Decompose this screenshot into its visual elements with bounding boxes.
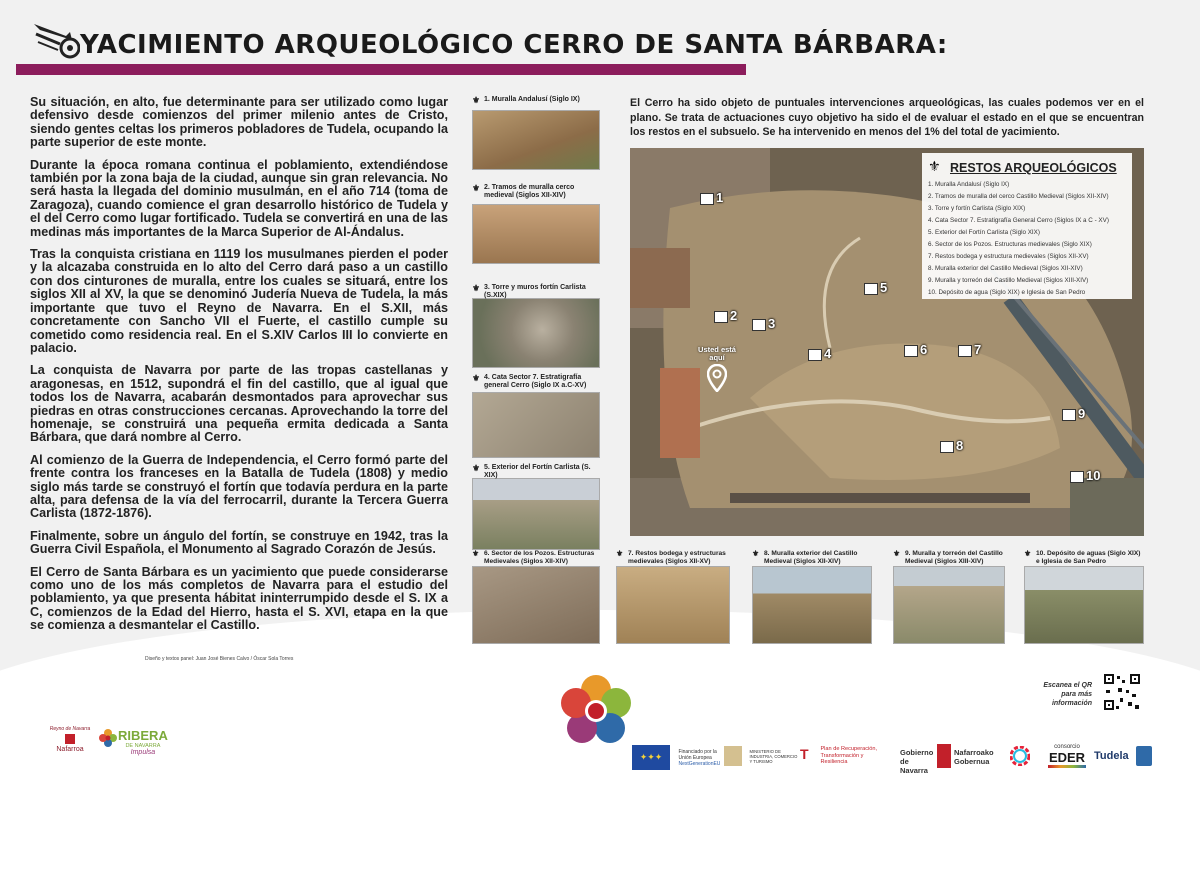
capital-icon: ⚜ — [893, 549, 901, 558]
paragraph: Finalmente, sobre un ángulo del fortín, se construye en 1942, tras la Guerra Civil Española, el Monumento al Sagrado Corazón de Jesús. — [30, 528, 448, 557]
photo-caption: 9. Muralla y torreón del Castillo Medieval (Siglos XIII-XIV) — [905, 550, 1003, 565]
plan-logo: T Plan de Recuperación, Transformación y Resiliencia — [800, 746, 878, 766]
map-marker-4[interactable]: 4 — [808, 346, 831, 361]
paragraph: Su situación, en alto, fue determinante para ser utilizado como lugar defensivo desde comienzos del primer milenio antes de Cristo, siendo gentes celtas los primeros pobladores de Tudela, ocupando la parte superior de este monte. — [30, 95, 448, 150]
ionic-capital-icon — [30, 18, 80, 64]
photo-caption: 2. Tramos de muralla cerco medieval (Siglos XII-XIV) — [484, 184, 575, 199]
photo-card — [752, 550, 872, 644]
legend-item: 7. Restos bodega y estructura medievales (Siglos XII-XV) — [928, 253, 1089, 260]
photo-card — [616, 550, 730, 644]
gobierno-navarra-basque-text: Nafarroako Gobernua — [954, 748, 994, 766]
spain-crest-icon — [724, 746, 742, 766]
capital-icon: ⚜ — [472, 463, 481, 473]
eder-stripe — [1048, 765, 1086, 768]
intro-text: El Cerro ha sido objeto de puntuales intervenciones arqueológicas, las cuales podemos ver en el plano. Se trata de actuaciones cuyo objetivo ha sido el de evaluar el estado en el que se encuentran los restos en el subsuelo. Se ha intervenido en menos del 1% del total de yacimiento. — [630, 97, 1144, 138]
paragraph: Tras la conquista cristiana en 1119 los musulmanes pierden el poder y la alcazaba construida en lo alto del Cerro dará paso a un castillo con dos cinturones de muralla, entre los cuales se situará, entre los siglos XII al XV, la que se denominó Judería Nueva de Tudela, la más importante que tuvo el Reyno de Navarra. En el S.XII, más concretamente con Sancho VII el Fuerte, el castillo cumple su cometido como residencia real. En el S.XIV Carlos III lo convierte en palacio. — [30, 247, 448, 355]
qr-code-icon[interactable] — [1102, 672, 1142, 712]
photo-muralla-exterior — [752, 566, 872, 644]
legend-item: 2. Tramos de muralla del cerco Castillo Medieval (Siglos XII-XIV) — [928, 193, 1109, 200]
capital-icon: ⚜ — [472, 549, 480, 558]
capital-icon: ⚜ — [472, 183, 481, 193]
flower-logo-icon — [553, 668, 639, 754]
photo-card — [472, 374, 600, 458]
ministerio-logo: MINISTERIO DE INDUSTRIA, COMERCIO Y TURISMO — [724, 746, 797, 766]
tr-mark-icon: T — [800, 746, 809, 762]
photo-card — [472, 464, 600, 550]
photo-muralla-andalusi — [472, 110, 600, 170]
photo-tramos-muralla — [472, 204, 600, 264]
photo-caption: 5. Exterior del Fortín Carlista (S. XIX) — [484, 464, 591, 479]
credit-text: Diseño y textos panel: Juan José Bienes Calvo / Óscar Sola Torres — [145, 656, 294, 662]
title-row — [30, 18, 948, 68]
photo-sector-pozos — [472, 566, 600, 644]
legend-item: 5. Exterior del Fortín Carlista (Siglo XIX) — [928, 229, 1040, 236]
paragraph: El Cerro de Santa Bárbara es un yacimiento que puede considerarse como uno de los más completos de Navarra para el estudio del poblamiento, ya que presenta hábitat ininterrumpido desde el S. IX a C, comienzos de la Edad del Hierro, hasta el S. XVI, etapa en la que se comienza a desmantelar el Castillo. — [30, 564, 448, 633]
photo-caption: 10. Depósito de aguas (Siglo XIX) e Iglesia de San Pedro — [1036, 550, 1141, 565]
ribera-logo — [98, 728, 118, 753]
legend-list — [928, 179, 1130, 299]
legend-item: 1. Muralla Andalusí (Siglo IX) — [928, 181, 1010, 188]
tudela-logo-text: Tudela — [1094, 750, 1129, 762]
eu-flag-icon: ✦✦✦ — [632, 745, 670, 770]
page-title: YACIMIENTO ARQUEOLÓGICO CERRO DE SANTA BÁRBARA: — [80, 30, 948, 60]
capital-icon: ⚜ — [472, 373, 481, 383]
qr-caption: Escanea el QR para más información — [1043, 682, 1092, 707]
map-marker-5[interactable]: 5 — [864, 280, 887, 295]
capital-icon: ⚜ — [928, 159, 941, 175]
photo-caption: 6. Sector de los Pozos. Estructuras Medievales (Siglos XII-XIV) — [484, 550, 595, 565]
sdg-wheel-icon — [1010, 746, 1030, 766]
navarra-crest-icon — [65, 734, 75, 744]
photo-deposito-aguas — [1024, 566, 1144, 644]
photo-card — [1024, 550, 1144, 644]
paragraph: La conquista de Navarra por parte de las tropas castellanas y aragonesas, en 1512, supondrá el fin del castillo, que al igual que todos los de Navarra, acabarán desmontados para aprovechar sus piedras en otras construcciones cercanas. Aprovechando la torre del homenaje, se construirá una pequeña ermita dedicada a Santa Bárbara, que dará nombre al Cerro. — [30, 363, 448, 445]
photo-muralla-torreon — [893, 566, 1005, 644]
ribera-flower-icon — [98, 728, 118, 748]
map-marker-6[interactable]: 6 — [904, 342, 927, 357]
title-accent-bar — [16, 64, 746, 75]
map-marker-1[interactable]: 1 — [700, 190, 723, 205]
photo-caption: 8. Muralla exterior del Castillo Medieval (Siglos XII-XIV) — [764, 550, 858, 565]
legend-title: RESTOS ARQUEOLÓGICOS — [950, 161, 1117, 175]
photo-caption: 7. Restos bodega y estructuras medievales (Siglos XII-XV) — [628, 550, 726, 565]
legend-item: 6. Sector de los Pozos. Estructuras medievales (Siglo XIX) — [928, 241, 1092, 248]
paragraph: Al comienzo de la Guerra de Independencia, el Cerro formó parte del frente contra los franceses en la Batalla de Tudela (1808) y medio siglo más tarde se construyó el fortín que todavía perdura en la parte alta, para defensa de la vía del ferrocarril, durante la Tercera Guerra Carlista (1872-1876). — [30, 452, 448, 521]
gobierno-navarra-text: Gobierno de Navarra — [900, 748, 934, 775]
paragraph: Durante la época romana continua el poblamiento, extendiéndose también por la zona baja de la ciudad, aunque sin gran relevancia. No será hasta la llegada del dominio musulmán, en el año 714 (toma de Zaragoza), cuando comience el gran desarrollo histórico de Tudela y el del Cerro como lugar fortificado. Tudela se convertirá en una de las medinas más importantes de la Marca Superior de Al-Ándalus. — [30, 157, 448, 239]
map-marker-8[interactable]: 8 — [940, 438, 963, 453]
photo-torre-fortin — [472, 298, 600, 368]
location-pin-icon — [707, 364, 727, 392]
history-text — [30, 96, 448, 642]
map-marker-7[interactable]: 7 — [958, 342, 981, 357]
photo-card — [893, 550, 1005, 644]
map-marker-10[interactable]: 10 — [1070, 468, 1100, 483]
eder-logo: consorcio EDER — [1048, 744, 1086, 768]
photo-exterior-fortin — [472, 478, 600, 550]
photo-cata-sector — [472, 392, 600, 458]
map-marker-9[interactable]: 9 — [1062, 406, 1085, 421]
legend-item: 8. Muralla exterior del Castillo Medieval (Siglos XII-XIV) — [928, 265, 1083, 272]
photo-caption: 4. Cata Sector 7. Estratigrafía general Cerro (Siglo IX a.C-XV) — [484, 374, 587, 389]
photo-card — [472, 184, 600, 264]
tudela-crest-icon — [1136, 746, 1152, 766]
map-marker-3[interactable]: 3 — [752, 316, 775, 331]
legend-item: 3. Torre y fortín Carlista (Siglo XIX) — [928, 205, 1026, 212]
photo-caption: 1. Muralla Andalusí (Siglo IX) — [484, 96, 580, 103]
legend-item: 10. Depósito de agua (Siglo XIX) e Iglesia de San Pedro — [928, 289, 1086, 296]
navarra-logo: Reyno de Navarra Nafarroa — [49, 726, 91, 753]
legend-item: 9. Muralla y torreón del Castillo Medieval (Siglos XIII-XIV) — [928, 277, 1089, 284]
legend-item: 4. Cata Sector 7. Estratigrafía General Cerro (Siglos IX a C - XV) — [928, 217, 1109, 224]
map-marker-2[interactable]: 2 — [714, 308, 737, 323]
capital-icon: ⚜ — [1024, 549, 1032, 558]
capital-icon: ⚜ — [752, 549, 760, 558]
map-legend — [922, 153, 1132, 299]
capital-icon: ⚜ — [472, 95, 481, 105]
capital-icon: ⚜ — [472, 283, 481, 293]
photo-card — [472, 550, 600, 644]
photo-card — [472, 96, 600, 170]
photo-restos-bodega — [616, 566, 730, 644]
ribera-text: RIBERA DE NAVARRA Impulsa — [118, 728, 168, 756]
photo-caption: 3. Torre y muros fortín Carlista (S.XIX) — [484, 284, 586, 299]
eu-logo: ✦✦✦ Financiado por la Unión Europea NextGenerationEU — [632, 745, 728, 770]
photo-card — [472, 284, 600, 368]
you-are-here-label: Usted está aquí — [694, 346, 740, 394]
capital-icon: ⚜ — [616, 549, 624, 558]
navarra-shield-icon — [937, 744, 951, 768]
